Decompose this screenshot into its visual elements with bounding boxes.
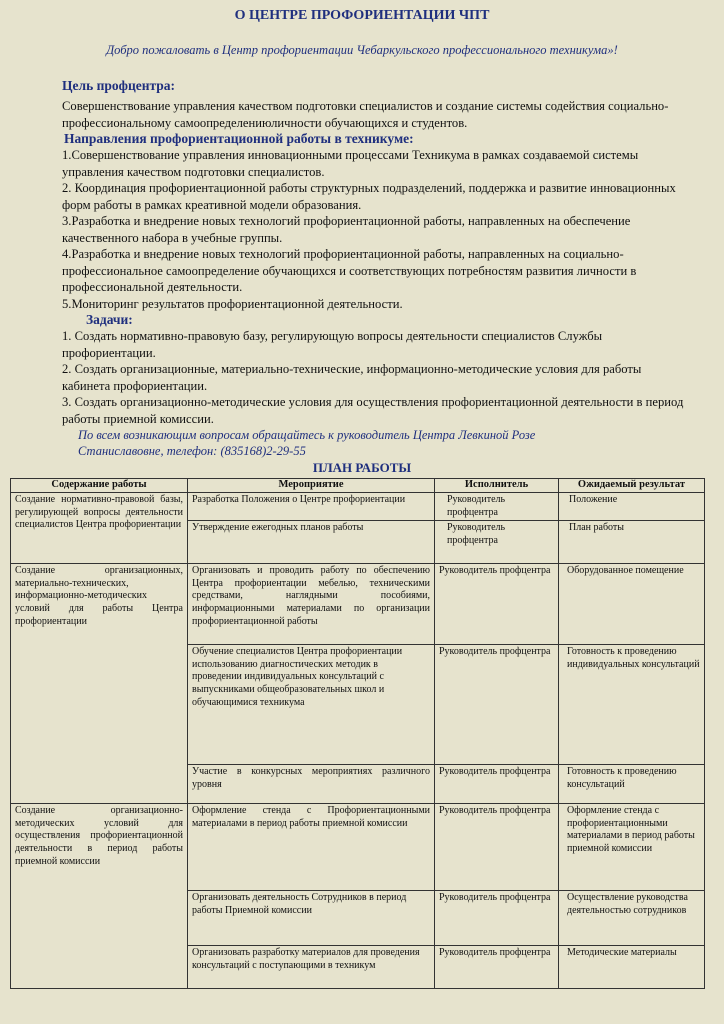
executor-cell: Руководитель профцентра — [435, 765, 559, 804]
event-cell: Организовать разработку материалов для проведения консультаций с поступающими в техникум — [188, 946, 435, 989]
task-item: 3. Создать организационно-методические условия для осуществления профориентационной деятельности в период работы приемной комиссии. — [62, 395, 684, 426]
executor-cell: Руководитель профцентра — [435, 804, 559, 891]
result-cell: Положение — [559, 493, 705, 521]
contact-section — [24, 427, 700, 459]
direction-item: 2. Координация профориентационной работы структурных подразделений, поддержка и развитие инновационных форм работы в рамках креативной модели образования. — [62, 181, 676, 212]
result-cell: Готовность к проведению индивидуальных консультаций — [559, 645, 705, 765]
column-header-content: Содержание работы — [11, 479, 188, 493]
table-header-row — [11, 479, 705, 493]
table-row — [11, 804, 705, 891]
column-header-event: Мероприятие — [188, 479, 435, 493]
column-header-executor: Исполнитель — [435, 479, 559, 493]
event-cell: Организовать и проводить работу по обеспечению Центра профориентации мебелью, техническими средствами, наглядными пособиями, информационными материалами по организации профориентационной работы — [188, 564, 435, 645]
direction-item: 4.Разработка и внедрение новых технологий профориентационной работы, направленных на социально-профессиональное самоопределение обучающихся и соответствующих потребностям развития личности в профессиональной деятельности. — [62, 247, 637, 294]
result-cell: Оформление стенда с профориентационными материалами в период работы приемной комиссии — [559, 804, 705, 891]
result-cell: Осуществление руководства деятельностью сотрудников — [559, 891, 705, 946]
column-header-result: Ожидаемый результат — [559, 479, 705, 493]
event-cell: Организовать деятельность Сотрудников в период работы Приемной комиссии — [188, 891, 435, 946]
content-cell: Создание организационно-методических условий для осуществления профориентационной деятельности в период работы приемной комиссии — [11, 804, 188, 989]
event-cell: Оформление стенда с Профориентационными материалами в период работы приемной комиссии — [188, 804, 435, 891]
task-item: 1. Создать нормативно-правовую базу, регулирующую вопросы деятельности специалистов Службы профориентации. — [62, 329, 603, 360]
executor-cell: Руководитель профцентра — [435, 645, 559, 765]
table-row — [11, 564, 705, 645]
directions-section — [24, 131, 700, 312]
tasks-heading: Задачи: — [86, 312, 133, 327]
content-cell: Создание нормативно-правовой базы, регулирующей вопросы деятельности специалистов Центра профориентации — [11, 493, 188, 564]
result-cell: План работы — [559, 521, 705, 564]
directions-heading: Направления профориентационной работы в техникуме: — [64, 131, 414, 146]
table-row — [11, 493, 705, 521]
content-cell: Создание организационных, материально-технических, информационно-методических условий для работы Центра профориентации — [11, 564, 188, 804]
plan-title: ПЛАН РАБОТЫ — [312, 460, 412, 475]
goal-heading: Цель профцентра: — [62, 78, 176, 93]
executor-cell: Руководитель профцентра — [435, 493, 559, 521]
executor-cell: Руководитель профцентра — [435, 564, 559, 645]
result-cell: Готовность к проведению консультаций — [559, 765, 705, 804]
contact-text: По всем возникающим вопросам обращайтесь к руководитель Центра Левкиной Розе Станиславовне, телефон: (835168)2-29-55 — [78, 428, 536, 458]
event-cell: Разработка Положения о Центре профориентации — [188, 493, 435, 521]
goal-section — [24, 78, 700, 131]
plan-table — [10, 478, 705, 989]
task-item: 2. Создать организационные, материально-технические, информационно-методические условия для работы кабинета профориентации. — [62, 362, 642, 393]
welcome-text: Добро пожаловать в Центр профориентации Чебаркульского профессионального техникума»! — [106, 43, 618, 57]
event-cell: Участие в конкурсных мероприятиях различного уровня — [188, 765, 435, 804]
executor-cell: Руководитель профцентра — [435, 521, 559, 564]
page-title: О ЦЕНТРЕ ПРОФОРИЕНТАЦИИ ЧПТ — [234, 8, 490, 23]
direction-item: 1.Совершенствование управления инновационными процессами Техникума в рамках создаваемой системы управления качеством подготовки специалистов. — [62, 148, 639, 179]
executor-cell: Руководитель профцентра — [435, 891, 559, 946]
result-cell: Оборудованное помещение — [559, 564, 705, 645]
executor-cell: Руководитель профцентра — [435, 946, 559, 989]
event-cell: Утверждение ежегодных планов работы — [188, 521, 435, 564]
direction-item: 5.Мониторинг результатов профориентационной деятельности. — [62, 296, 403, 311]
result-cell: Методические материалы — [559, 946, 705, 989]
event-cell: Обучение специалистов Центра профориентации использованию диагностических методик в проведении индивидуальных консультаций с выпускниками общеобразовательных школ и обучающимися техникума — [188, 645, 435, 765]
goal-text: Совершенствование управления качеством подготовки специалистов и создание системы содействия социально-профессиональному самоопределениюличности обучающихся и студентов. — [62, 99, 669, 130]
direction-item: 3.Разработка и внедрение новых технологий профориентационной работы, направленных на обеспечение качественного набора в учебные группы. — [62, 214, 631, 245]
tasks-section — [24, 312, 700, 427]
